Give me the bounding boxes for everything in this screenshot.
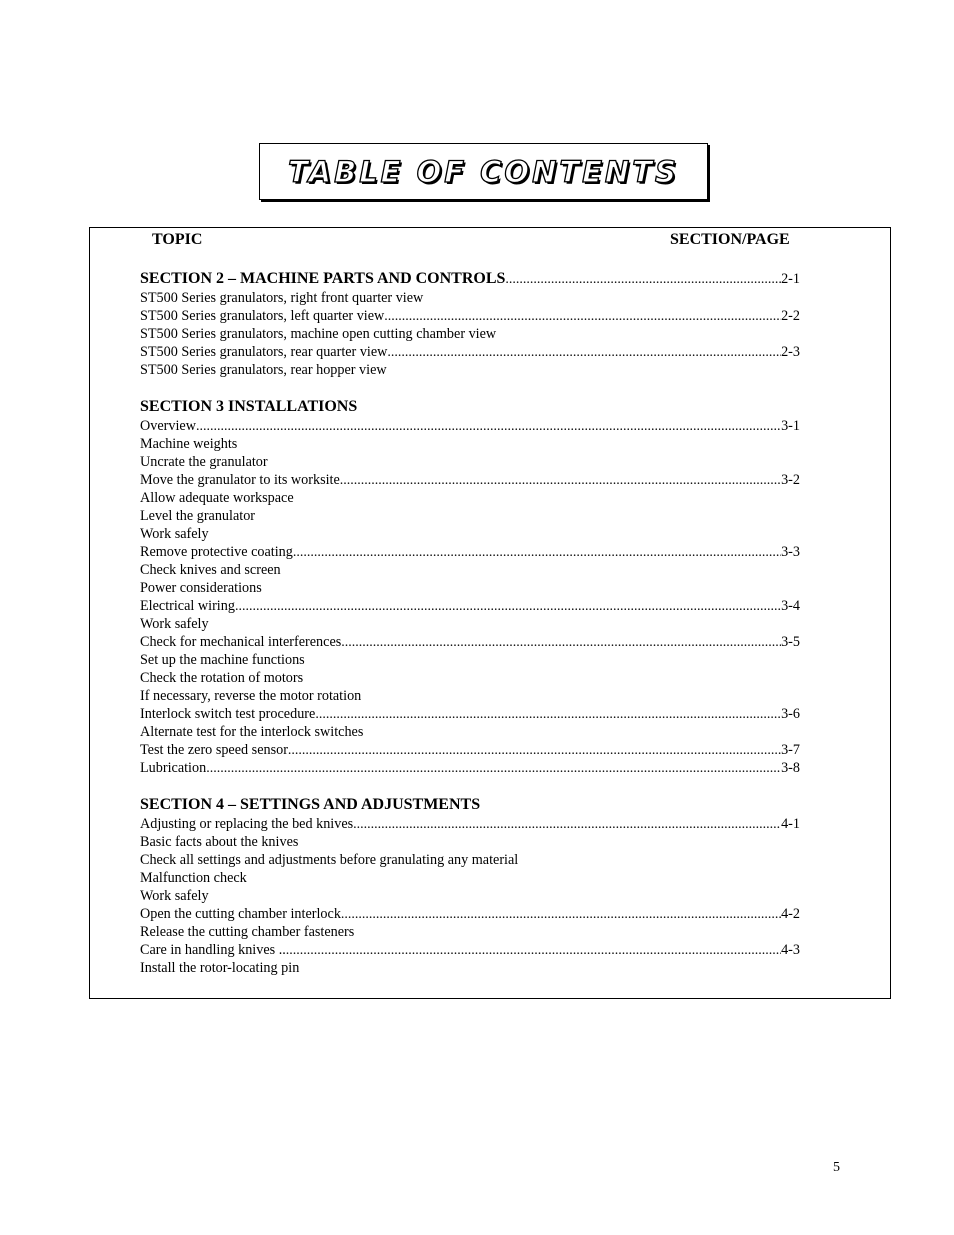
toc-entry-text: Open the cutting chamber interlock — [140, 906, 341, 922]
page-number: 5 — [833, 1160, 840, 1175]
toc-list — [140, 269, 800, 977]
dot-leader — [288, 741, 781, 759]
toc-entry-page: 3-2 — [781, 472, 800, 488]
toc-section-heading — [140, 269, 800, 289]
toc-entry — [140, 705, 800, 723]
toc-entry-page: 3-8 — [781, 760, 800, 776]
toc-entry: ST500 Series granulators, machine open cutting chamber view — [140, 326, 497, 342]
toc-entry — [140, 471, 800, 489]
toc-entry-page: 3-5 — [781, 634, 800, 650]
toc-entry: Set up the machine functions — [140, 652, 305, 668]
toc-entry-text: Check for mechanical interferences — [140, 634, 342, 650]
toc-entry-page: 4-3 — [781, 942, 800, 958]
toc-section-heading: SECTION 4 – SETTINGS AND ADJUSTMENTS — [140, 796, 481, 813]
toc-entry — [140, 543, 800, 561]
toc-entry — [140, 417, 800, 435]
dot-leader — [505, 269, 781, 289]
toc-entry — [140, 633, 800, 651]
toc-entry-text: Electrical wiring — [140, 598, 235, 614]
toc-entry — [140, 597, 800, 615]
dot-leader — [196, 417, 781, 435]
dot-leader — [341, 633, 781, 651]
dot-leader — [293, 543, 781, 561]
toc-entry: Check knives and screen — [140, 562, 281, 578]
toc-box — [89, 227, 891, 999]
toc-entry: Malfunction check — [140, 870, 247, 886]
toc-entry-page: 2-2 — [781, 308, 800, 324]
toc-entry: Alternate test for the interlock switches — [140, 724, 364, 740]
toc-entry: Allow adequate workspace — [140, 490, 294, 506]
toc-entry-text: ST500 Series granulators, left quarter view — [140, 308, 385, 324]
toc-entry-text: Adjusting or replacing the bed knives — [140, 816, 354, 832]
toc-entry — [140, 905, 800, 923]
toc-entry-text: Interlock switch test procedure — [140, 706, 316, 722]
toc-entry-text: Care in handling knives .. — [140, 942, 286, 958]
toc-section-heading: SECTION 3 INSTALLATIONS — [140, 398, 358, 415]
toc-entry-page: 3-4 — [781, 598, 800, 614]
toc-entry: If necessary, reverse the motor rotation — [140, 688, 362, 704]
toc-entry: Machine weights — [140, 436, 238, 452]
toc-entry-page: 3-3 — [781, 544, 800, 560]
toc-entry-text: SECTION 2 – MACHINE PARTS AND CONTROLS — [140, 270, 506, 287]
toc-entry: Work safely — [140, 526, 209, 542]
toc-entry: Install the rotor-locating pin — [140, 960, 300, 976]
dot-leader — [315, 705, 781, 723]
toc-entry-text: ST500 Series granulators, rear quarter view — [140, 344, 388, 360]
toc-entry: Check all settings and adjustments before granulating any material — [140, 852, 519, 868]
dot-leader — [340, 471, 781, 489]
toc-entry: Release the cutting chamber fasteners — [140, 924, 355, 940]
toc-entry-page: 4-2 — [781, 906, 800, 922]
toc-entry — [140, 741, 800, 759]
toc-entry — [140, 759, 800, 777]
section-page-header: SECTION/PAGE — [670, 231, 790, 248]
toc-entry-page: 4-1 — [781, 816, 800, 832]
toc-entry: Uncrate the granulator — [140, 454, 268, 470]
toc-entry: ST500 Series granulators, rear hopper view — [140, 362, 387, 378]
topic-header: TOPIC — [152, 231, 203, 248]
toc-entry-text: Test the zero speed sensor — [140, 742, 288, 758]
dot-leader — [384, 307, 781, 325]
toc-entry — [140, 307, 800, 325]
toc-entry: Check the rotation of motors — [140, 670, 304, 686]
dot-leader — [353, 815, 781, 833]
toc-entry-text: Remove protective coating — [140, 544, 293, 560]
toc-entry: Work safely — [140, 888, 209, 904]
toc-entry-page: 2-1 — [781, 271, 800, 287]
toc-entry-page: 2-3 — [781, 344, 800, 360]
dot-leader — [387, 343, 781, 361]
dot-leader — [286, 941, 781, 959]
toc-entry: Level the granulator — [140, 508, 256, 524]
toc-entry: ST500 Series granulators, right front quarter view — [140, 290, 424, 306]
toc-entry: Work safely — [140, 616, 209, 632]
toc-entry-text: Overview — [140, 418, 196, 434]
dot-leader — [341, 905, 781, 923]
title-box — [259, 143, 708, 200]
toc-entry-page: 3-1 — [781, 418, 800, 434]
toc-entry-text: Lubrication — [140, 760, 207, 776]
dot-leader — [206, 759, 781, 777]
page-title: TABLE OF CONTENTS — [288, 154, 679, 189]
toc-entry-text: Move the granulator to its worksite — [140, 472, 340, 488]
toc-entry: Basic facts about the knives — [140, 834, 299, 850]
toc-entry-page: 3-7 — [781, 742, 800, 758]
toc-entry-page: 3-6 — [781, 706, 800, 722]
toc-entry: Power considerations — [140, 580, 262, 596]
toc-entry — [140, 815, 800, 833]
dot-leader — [235, 597, 781, 615]
toc-entry — [140, 941, 800, 959]
toc-entry — [140, 343, 800, 361]
